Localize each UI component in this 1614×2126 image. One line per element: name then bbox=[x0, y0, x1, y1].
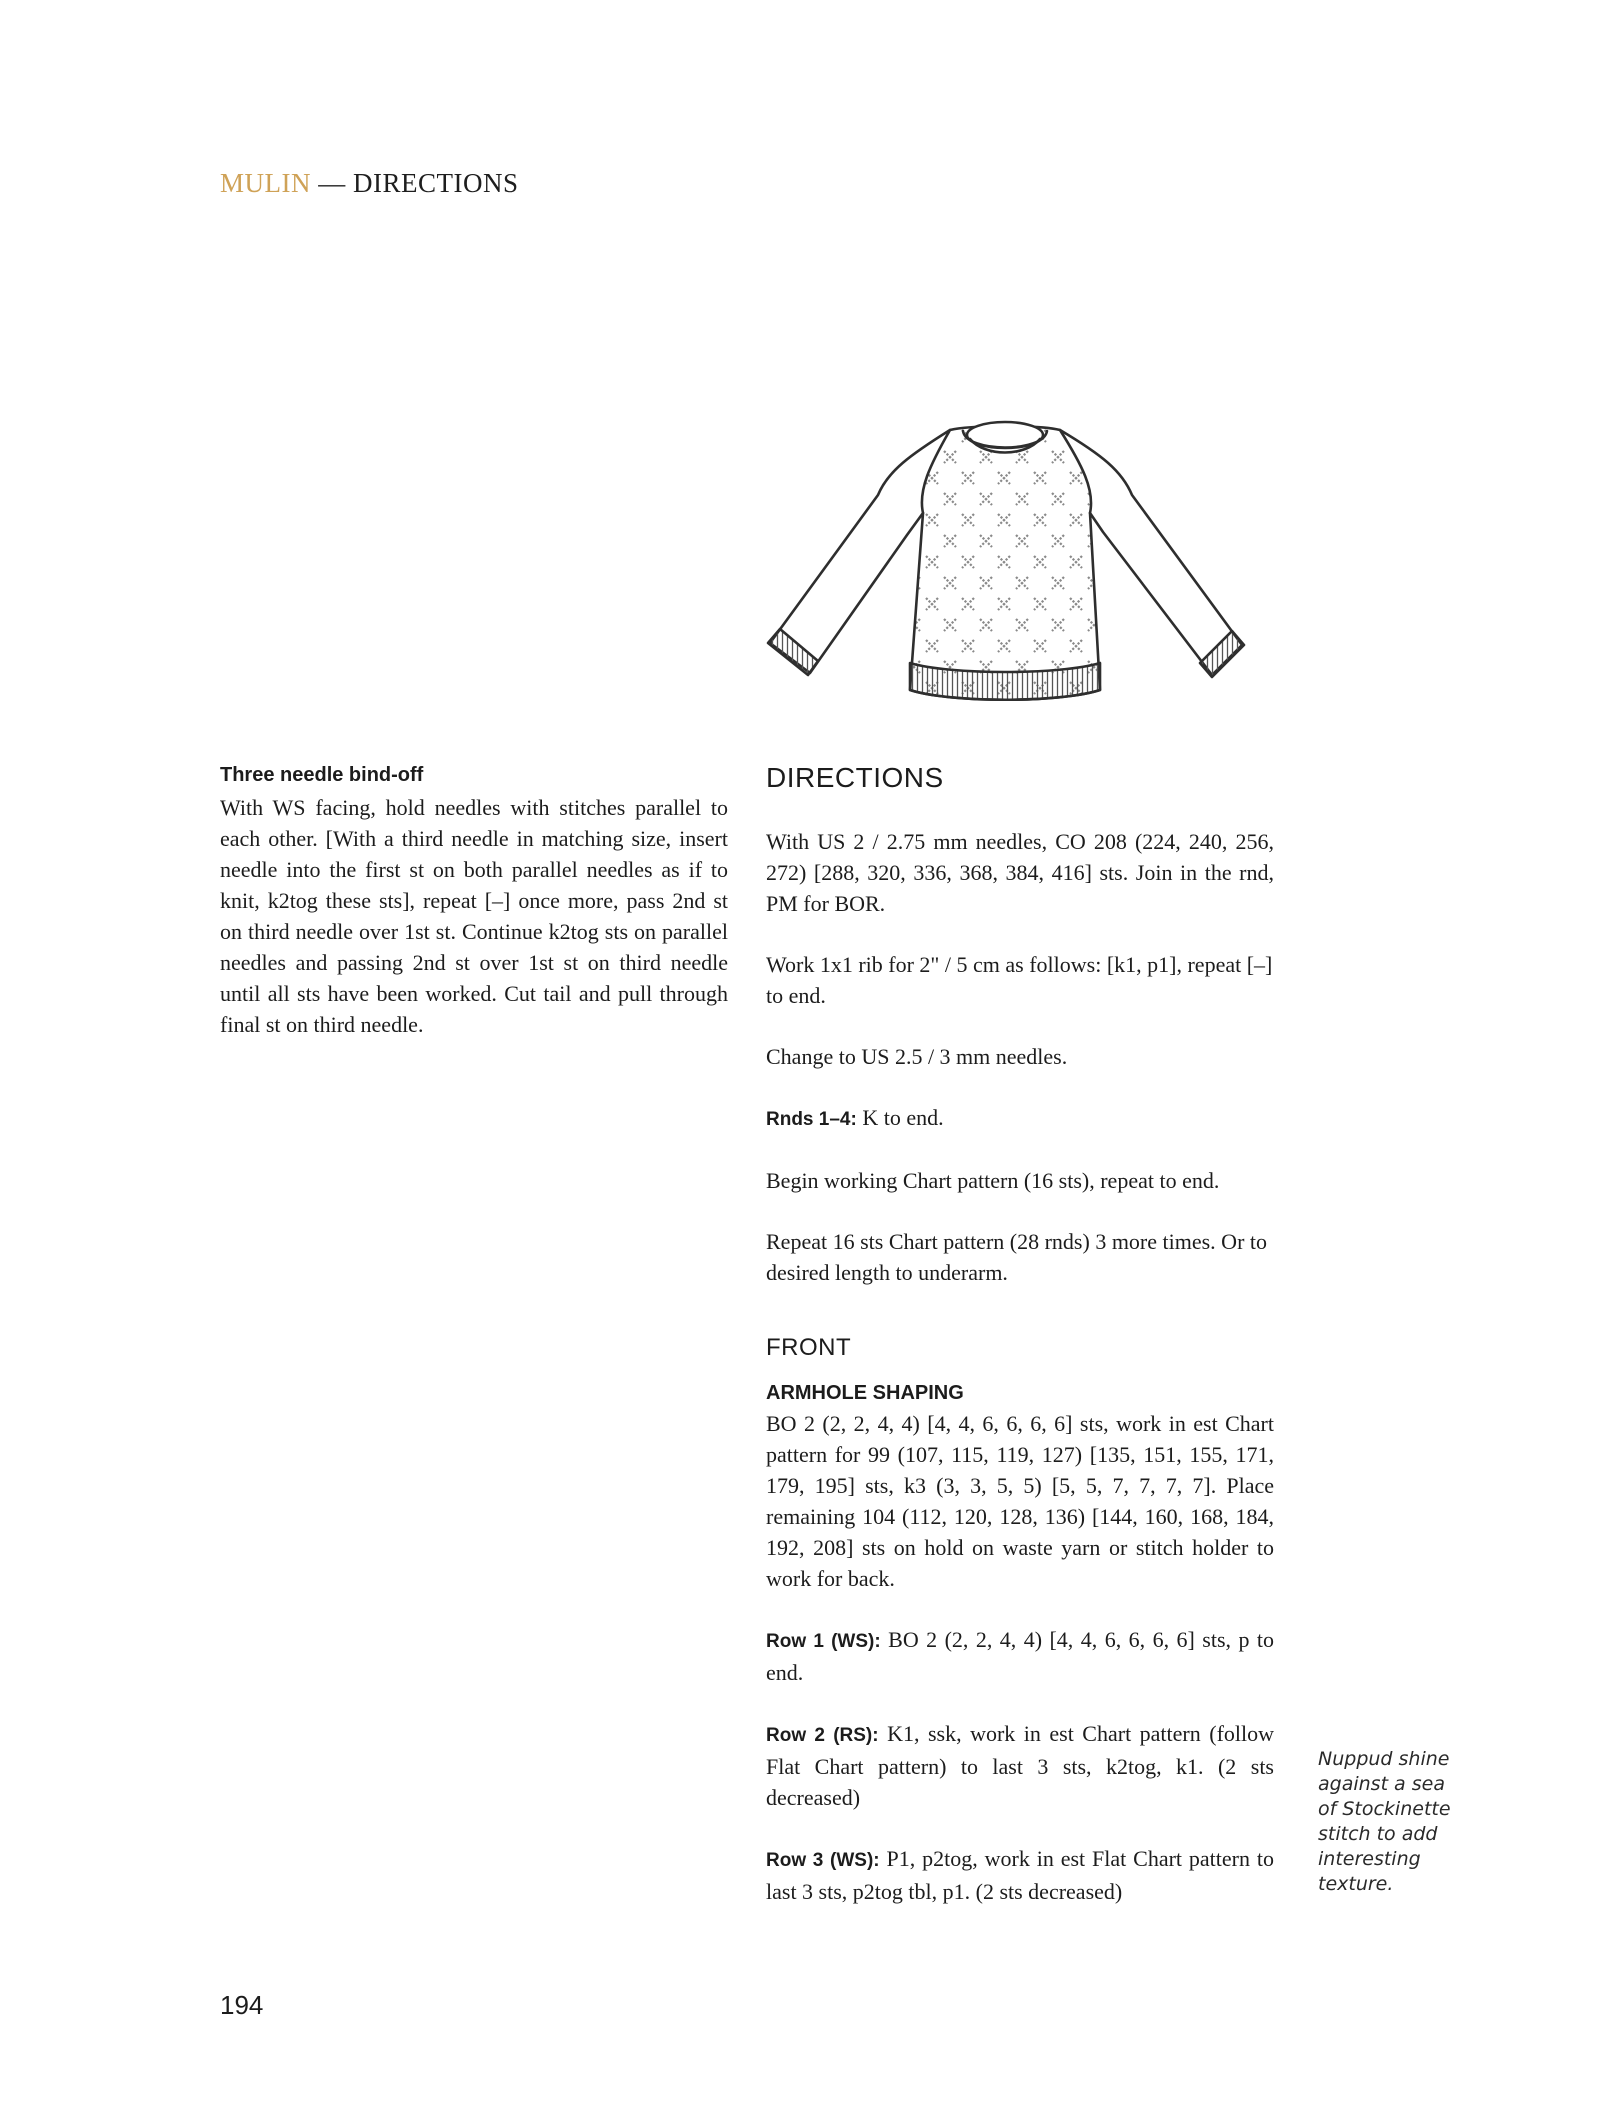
sweater-schematic bbox=[760, 405, 1280, 715]
row-2-text: K1, ssk, work in est Chart pattern (follow Flat Chart pattern) to last 3 sts, k2tog, k1. (2 sts decreased) bbox=[766, 1721, 1275, 1810]
row-1-text: BO 2 (2, 2, 4, 4) [4, 4, 6, 6, 6, 6] sts, p to end. bbox=[766, 1627, 1274, 1685]
armhole-shaping-heading: ARMHOLE SHAPING bbox=[766, 1382, 964, 1404]
chart-repeat-paragraph: Repeat 16 sts Chart pattern (28 rnds) 3 more times. Or to desired length to underarm. bbox=[766, 1229, 1268, 1285]
running-head bbox=[220, 168, 519, 199]
rounds-paragraph bbox=[766, 1102, 1274, 1135]
row-3-label: Row 3 (WS): bbox=[766, 1850, 880, 1871]
armhole-paragraph: BO 2 (2, 2, 4, 4) [4, 4, 6, 6, 6, 6] sts, work in est Chart pattern for 99 (107, 115, 119, 127) [135, 151, 155, 171, 179, 195] sts, k3 (3, 3, 5, 5) [5, 5, 7, 7, 7, 7]. Place remaining 104 (112, 120, 128, 136) [144, 160, 168, 184, 192, 208] sts on hold on waste yarn or stitch holder to work for back. bbox=[766, 1411, 1274, 1591]
pattern-name: MULIN bbox=[220, 168, 311, 198]
rounds-label: Rnds 1–4: bbox=[766, 1109, 857, 1130]
ribbing-paragraph: Work 1x1 rib for 2" / 5 cm as follows: [k1, p1], repeat [–] to end. bbox=[766, 952, 1273, 1008]
row-1-label: Row 1 (WS): bbox=[766, 1631, 881, 1652]
technique-body: With WS facing, hold needles with stitches parallel to each other. [With a third needle in matching size, insert needle into the first st on both parallel needles as if to knit, k2tog these sts], repeat [–] once more, pass 2nd st on third needle over 1st st. Continue k2tog sts on parallel needles and passing 2nd st over 1st st on third needle until all sts have been worked. Cut tail and pull through final st on third needle. bbox=[220, 795, 728, 1037]
technique-heading: Three needle bind-off bbox=[220, 764, 424, 786]
row-2-label: Row 2 (RS): bbox=[766, 1725, 879, 1746]
rounds-text: K to end. bbox=[856, 1105, 944, 1130]
three-needle-bind-off-section bbox=[220, 760, 728, 1040]
header-separator: — bbox=[311, 168, 353, 198]
needle-change-paragraph: Change to US 2.5 / 3 mm needles. bbox=[766, 1044, 1068, 1069]
right-cuff bbox=[1200, 631, 1244, 677]
page-number: 194 bbox=[220, 1990, 264, 2020]
section-name: DIRECTIONS bbox=[353, 168, 519, 198]
directions-heading: DIRECTIONS bbox=[766, 762, 944, 793]
side-caption: Nuppud shine against a sea of Stockinette stitch to add interesting texture. bbox=[1318, 1748, 1451, 1895]
row-1-paragraph bbox=[766, 1624, 1274, 1688]
directions-column bbox=[766, 760, 1274, 1937]
cast-on-paragraph: With US 2 / 2.75 mm needles, CO 208 (224, 240, 256, 272) [288, 320, 336, 368, 384, 416] sts. Join in the rnd, PM for BOR. bbox=[766, 829, 1274, 916]
row-3-paragraph bbox=[766, 1843, 1274, 1907]
row-2-paragraph bbox=[766, 1718, 1274, 1813]
row-3-text: P1, p2tog, work in est Flat Chart pattern to last 3 sts, p2tog tbl, p1. (2 sts decreased) bbox=[766, 1846, 1274, 1904]
left-cuff bbox=[768, 629, 818, 675]
chart-start-paragraph: Begin working Chart pattern (16 sts), repeat to end. bbox=[766, 1168, 1220, 1193]
sweater-body bbox=[910, 426, 1100, 700]
front-heading: FRONT bbox=[766, 1334, 852, 1361]
